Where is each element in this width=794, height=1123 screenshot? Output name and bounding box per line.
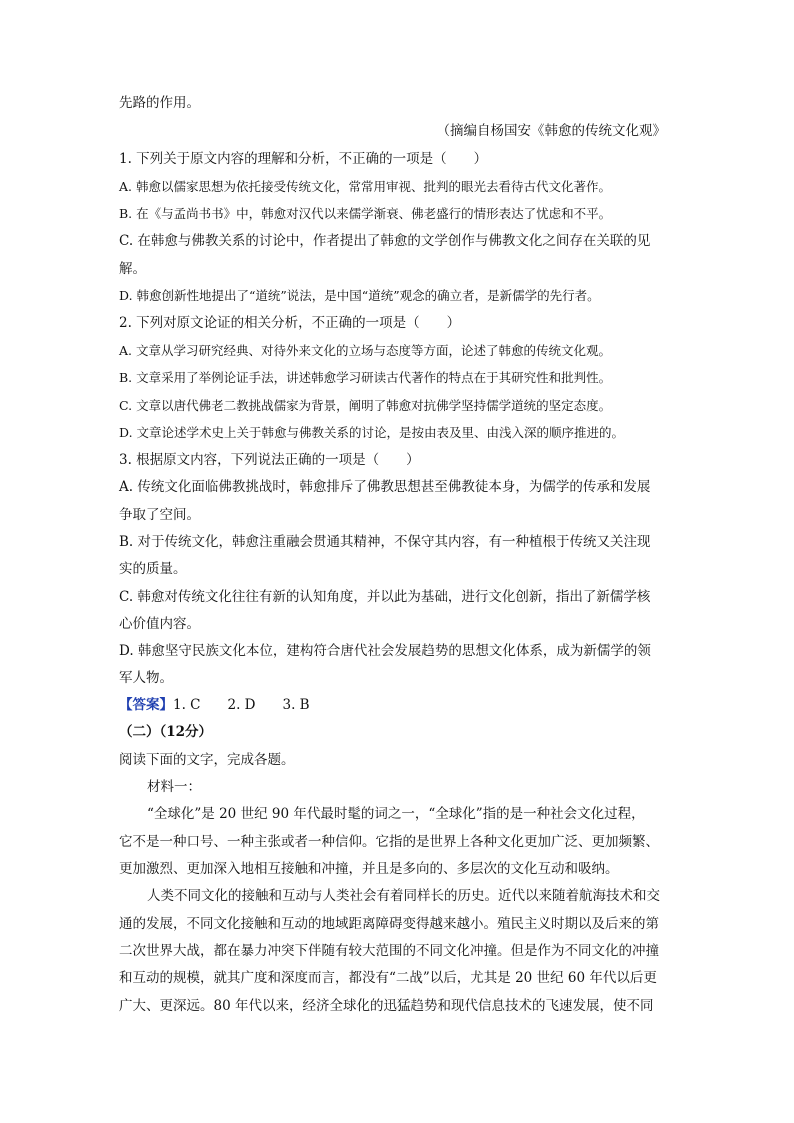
question-1-option-a: A. 韩愈以儒家思想为依托接受传统文化，常常用审视、批判的眼光去看待古代文化著作。 bbox=[119, 179, 611, 194]
paragraph-2-line: 广大、更深远。80 年代以来，经济全球化的迅猛趋势和现代信息技术的飞速发展，使不同 bbox=[119, 998, 654, 1014]
question-3-option-a: A. 传统文化面临佛教挑战时，韩愈排斥了佛教思想甚至佛教徒本身，为儒学的传承和发展 bbox=[119, 479, 651, 495]
answer-label: 【答案】 bbox=[119, 697, 173, 713]
question-1: 1. 下列关于原文内容的理解和分析，不正确的一项是（ ） bbox=[119, 151, 488, 167]
question-3-option-b-cont: 实的质量。 bbox=[119, 561, 187, 577]
question-1-option-c-cont: 解。 bbox=[119, 261, 146, 277]
question-2-option-c: C. 文章以唐代佛老二教挑战儒家为背景，阐明了韩愈对抗佛学坚持儒学道统的坚定态度。 bbox=[119, 398, 612, 413]
question-3-option-c-cont: 心价值内容。 bbox=[119, 616, 200, 632]
question-1-option-c: C. 在韩愈与佛教关系的讨论中，作者提出了韩愈的文学创作与佛教文化之间存在关联的见 bbox=[119, 233, 651, 249]
instruction: 阅读下面的文字，完成各题。 bbox=[119, 752, 295, 768]
paragraph-2-line: 二次世界大战，都在暴力冲突下伴随有较大范围的不同文化冲撞。但是作为不同文化的冲撞 bbox=[119, 943, 659, 959]
answer-text: 1. C 2. D 3. B bbox=[173, 697, 310, 713]
paragraph-2-line: 人类不同文化的接触和互动与人类社会有着同样长的历史。近代以来随着航海技术和交 bbox=[147, 888, 660, 904]
question-1-option-d: D. 韩愈创新性地提出了“道统”说法，是中国“道统”观念的确立者，是新儒学的先行者。 bbox=[119, 288, 600, 303]
paragraph-1-line: “全球化”是 20 世纪 90 年代最时髦的词之一，“全球化”指的是一种社会文化过程， bbox=[147, 806, 645, 822]
question-2-option-a: A. 文章从学习研究经典、对待外来文化的立场与态度等方面，论述了韩愈的传统文化观。 bbox=[119, 343, 611, 358]
question-2: 2. 下列对原文论证的相关分析，不正确的一项是（ ） bbox=[119, 315, 461, 331]
question-1-option-b: B. 在《与孟尚书书》中，韩愈对汉代以来儒学渐衰、佛老盛行的情形表达了忧虑和不平。 bbox=[119, 206, 612, 221]
question-3-option-d-cont: 军人物。 bbox=[119, 670, 173, 686]
question-3-option-c: C. 韩愈对传统文化往往有新的认知角度，并以此为基础，进行文化创新，指出了新儒学核 bbox=[119, 589, 651, 605]
text-line: 先路的作用。 bbox=[119, 95, 200, 111]
paragraph-2-line: 通的发展，不同文化接触和互动的地域距离障碍变得越来越小。殖民主义时期以及后来的第 bbox=[119, 916, 659, 932]
question-2-option-b: B. 文章采用了举例论证手法，讲述韩愈学习研读古代著作的特点在于其研究性和批判性。 bbox=[119, 370, 612, 385]
paragraph-1-line: 它不是一种口号、一种主张或者一种信仰。它指的是世界上各种文化更加广泛、更加频繁、 bbox=[119, 834, 659, 850]
question-3-option-a-cont: 争取了空间。 bbox=[119, 507, 200, 523]
paragraph-1-line: 更加激烈、更加深入地相互接触和冲撞，并且是多向的、多层次的文化互动和吸纳。 bbox=[119, 861, 619, 877]
question-2-option-d: D. 文章论述学术史上关于韩愈与佛教关系的讨论，是按由表及里、由浅入深的顺序推进的。 bbox=[119, 425, 625, 440]
source-citation: （摘编自杨国安《韩愈的传统文化观》 bbox=[436, 123, 666, 139]
paragraph-2-line: 和互动的规模，就其广度和深度而言，都没有“二战”以后，尤其是 20 世纪 60 年代以后更 bbox=[119, 970, 657, 986]
question-3: 3. 根据原文内容，下列说法正确的一项是（ ） bbox=[119, 452, 420, 468]
answer-line bbox=[119, 695, 679, 715]
section-heading: （二）（12分） bbox=[119, 724, 213, 740]
question-3-option-d: D. 韩愈坚守民族文化本位，建构符合唐代社会发展趋势的思想文化体系，成为新儒学的领 bbox=[119, 643, 651, 659]
material-label: 材料一： bbox=[147, 779, 201, 795]
question-3-option-b: B. 对于传统文化，韩愈注重融会贯通其精神，不保守其内容，有一种植根于传统又关注现 bbox=[119, 534, 651, 550]
